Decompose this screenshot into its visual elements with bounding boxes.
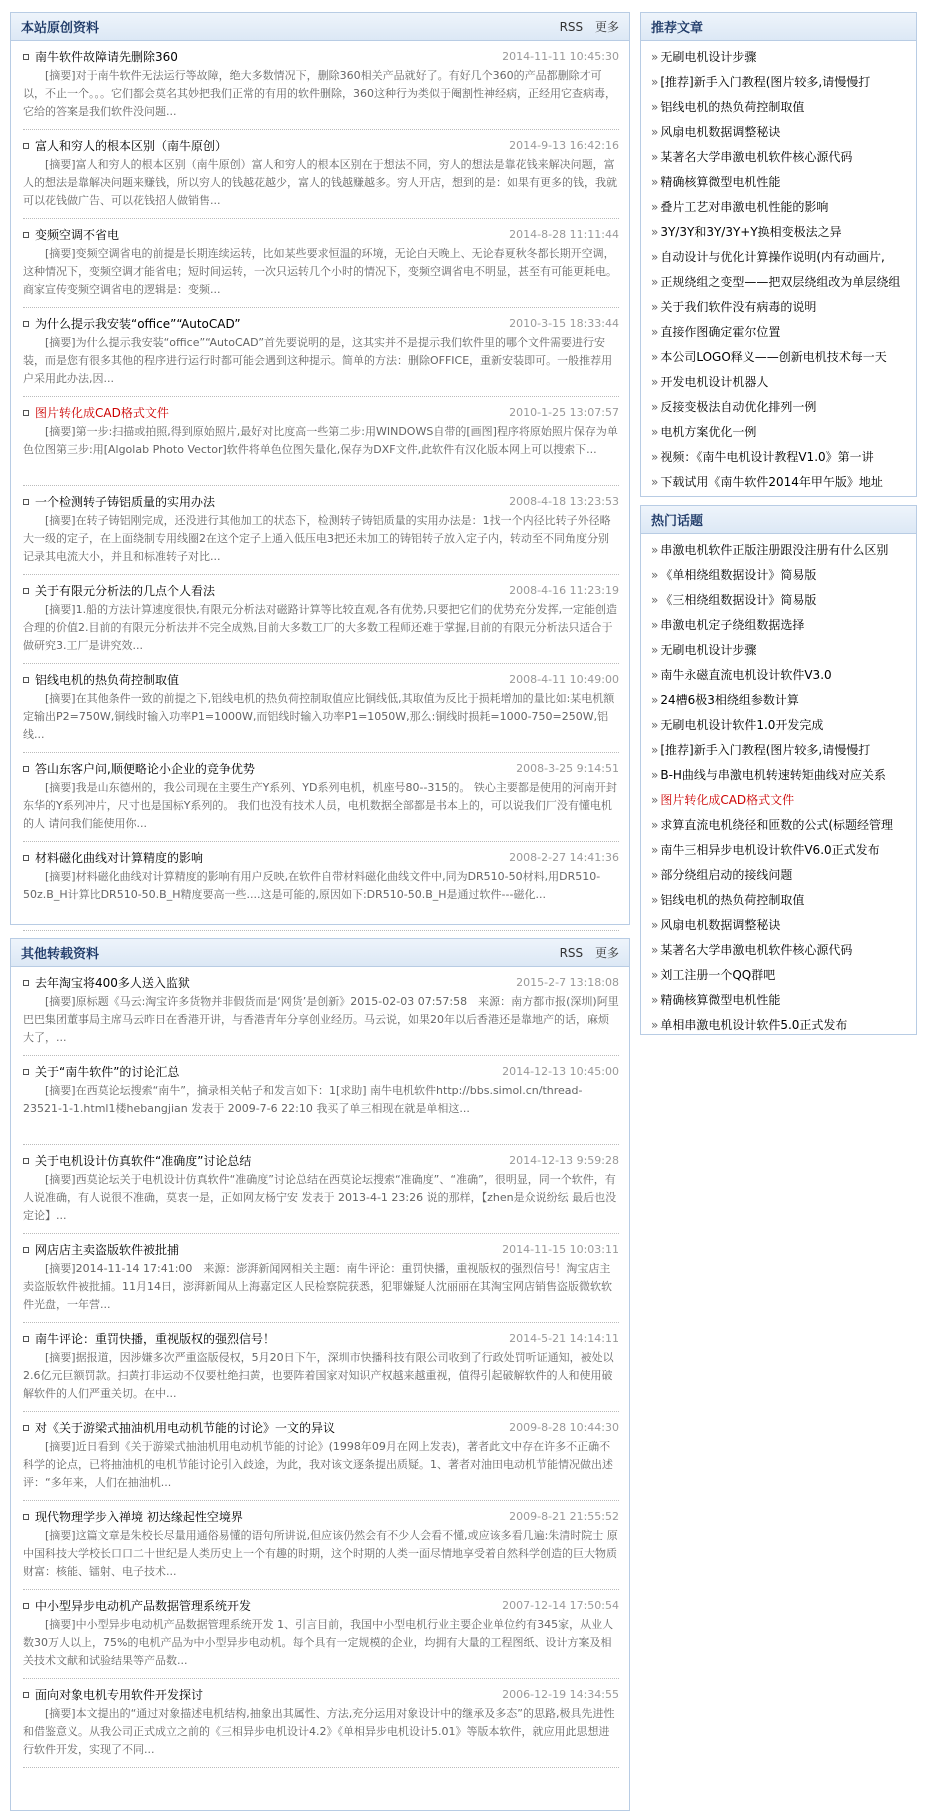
article-summary: [摘要]近日看到《关于游梁式抽油机用电动机节能的讨论》(1998年09月在网上发表)，著者此文中存在许多不正确不科学的论点，已将抽油机的电机节能讨论引入歧途，为此，我对该文逐条提出质疑。1、著者对油田电动机节能情况做出述评：“多年来，人们在抽油机... (23, 1440, 613, 1489)
article-date: 2008-4-11 10:49:00 (509, 672, 619, 686)
article-title-link[interactable]: 图片转化成CAD格式文件 (23, 404, 169, 421)
article-item (23, 492, 619, 575)
recommend-list-item[interactable]: » 自动设计与优化计算操作说明(内有动画片, (651, 245, 908, 270)
recommend-list-item[interactable]: » 铝线电机的热负荷控制取值 (651, 95, 908, 120)
article-summary: [摘要]第一步:扫描或拍照,得到原始照片,最好对比度高一些第二步:用WINDOWS自带的[画图]程序将原始照片保存为单色位图第三步:用[Algolab Photo Vector]软件将单色位图矢量化,保存为DXF文件,此软件有汉化版本网上可以搜索下... (23, 425, 618, 456)
original-more-link[interactable]: 更多 (594, 20, 619, 34)
reprint-more-link[interactable]: 更多 (594, 946, 619, 960)
article-title-link[interactable]: 关于“南牛软件”的讨论汇总 (23, 1063, 179, 1080)
recommend-list-item[interactable]: » 关于我们软件没有病毒的说明 (651, 295, 908, 320)
article-title-link[interactable]: 面向对象电机专用软件开发探讨 (23, 1686, 203, 1703)
article-summary: [摘要]在其他条件一致的前提之下,铝线电机的热负荷控制取值应比铜线低,其取值为反比于损耗增加的量比如:某电机额定输出P2=750W,铜线时输入功率P1=1000W,而铝线时输入功率P1=1050W,那么:铜线时损耗=1000-750=250W,铝线... (23, 692, 615, 741)
article-title-link[interactable]: 网店店主卖盗版软件被批捕 (23, 1241, 179, 1258)
hot-list-item[interactable]: » 无刷电机设计软件1.0开发完成 (651, 713, 908, 738)
hot-list-item[interactable]: » 部分绕组启动的接线问题 (651, 863, 908, 888)
article-summary: [摘要]1.船的方法计算速度很快,有限元分析法对磁路计算等比较直观,各有优势,只要把它们的优势充分发挥,一定能创造合理的价值2.目前的有限元分析法并不完全成熟,目前大多数工厂的大多数工程师还难于掌握,目前的有限元分析法只适合于做研究3.工厂是讲究效... (23, 603, 618, 652)
recommend-list-item[interactable]: » 风扇电机数据调整秘诀 (651, 120, 908, 145)
article-title-link[interactable]: 现代物理学步入禅境 初达缘起性空境界 (23, 1508, 243, 1525)
hot-list-item[interactable]: » 无刷电机设计步骤 (651, 638, 908, 663)
article-date: 2014-12-13 9:59:28 (509, 1153, 619, 1167)
article-item (23, 670, 619, 753)
hot-list-item[interactable]: » 图片转化成CAD格式文件 (651, 788, 908, 813)
article-item (23, 1240, 619, 1323)
recommend-list-item[interactable]: » 正规绕组之变型——把双层绕组改为单层绕组 (651, 270, 908, 295)
article-item (23, 136, 619, 219)
recommend-list-item[interactable]: » 3Y/3Y和3Y/3Y+Y换相变极法之异 (651, 220, 908, 245)
reprint-panel (10, 938, 630, 1811)
original-article-list (11, 47, 629, 931)
article-summary: [摘要]变频空调省电的前提是长期连续运转，比如某些要求恒温的环境，无论白天晚上、无论春夏秋冬都长期开空调，这种情况下，变频空调才能省电；短时间运转，一次只运转几个小时的情况下，变频空调省电不明显，甚至有可能更耗电。商家宣传变频空调省电的逻辑是：变频... (23, 247, 617, 296)
article-title-link[interactable]: 富人和穷人的根本区别（南牛原创） (23, 137, 227, 154)
hot-panel (640, 505, 917, 1035)
hot-panel-title: 热门话题 (651, 514, 704, 529)
recommend-list-item[interactable]: » 反接变极法自动优化排列一例 (651, 395, 908, 420)
original-rss-link[interactable]: RSS (559, 20, 584, 34)
recommend-list-item[interactable]: » 视频：《南牛电机设计教程V1.0》第一讲 (651, 445, 908, 470)
recommend-list-item[interactable]: » 精确核算微型电机性能 (651, 170, 908, 195)
article-item (23, 1329, 619, 1412)
hot-list-item[interactable]: » 串激电机软件正版注册跟没注册有什么区别 (651, 538, 908, 563)
hot-list-item[interactable]: » B-H曲线与串激电机转速转矩曲线对应关系 (651, 763, 908, 788)
original-panel (10, 12, 630, 925)
article-title-link[interactable]: 变频空调不省电 (23, 226, 119, 243)
recommend-list-item[interactable]: » 直接作图确定霍尔位置 (651, 320, 908, 345)
reprint-panel-title: 其他转载资料 (21, 947, 100, 962)
article-date: 2008-4-18 13:23:53 (509, 494, 619, 508)
hot-list-item[interactable]: » 刘工注册一个QQ群吧 (651, 963, 908, 988)
article-summary: [摘要]我是山东德州的，我公司现在主要生产Y系列、YD系列电机，机座号80--315的。 铁心主要都是使用的河南开封东华的Y系列冲片，尺寸也是国标Y系列的。 我们也没有技术人员，电机数据全部都是书本上的，可以说我们厂没有懂电机的人 请问我们能使用你... (23, 781, 617, 830)
hot-list-item[interactable]: » 24槽6极3相绕组参数计算 (651, 688, 908, 713)
article-date: 2007-12-14 17:50:54 (502, 1598, 619, 1612)
article-date: 2014-11-15 10:03:11 (502, 1242, 619, 1256)
hot-list-item[interactable]: » 风扇电机数据调整秘诀 (651, 913, 908, 938)
reprint-article-list (11, 973, 629, 1768)
article-item (23, 973, 619, 1056)
article-date: 2010-1-25 13:07:57 (509, 405, 619, 419)
article-date: 2010-3-15 18:33:44 (509, 316, 619, 330)
article-date: 2009-8-21 21:55:52 (509, 1509, 619, 1523)
recommend-panel (640, 12, 917, 497)
original-panel-header (11, 13, 629, 41)
recommend-list-item[interactable]: » [推荐]新手入门教程(图片较多,请慢慢打 (651, 70, 908, 95)
article-date: 2008-2-27 14:41:36 (509, 850, 619, 864)
hot-list-item[interactable]: » 精确核算微型电机性能 (651, 988, 908, 1013)
article-summary: [摘要]2014-11-14 17:41:00 来源：澎湃新闻网相关主题：南牛评论：重罚快播，重视版权的强烈信号！淘宝店主卖盗版软件被批捕。11月14日，澎湃新闻从上海嘉定区人民检察院获悉，犯罪嫌疑人沈丽丽在其淘宝网店销售盗版微软软件光盘，一年营... (23, 1262, 612, 1311)
article-title-link[interactable]: 铝线电机的热负荷控制取值 (23, 671, 179, 688)
article-item (23, 1596, 619, 1679)
article-item (23, 225, 619, 308)
hot-list-item[interactable]: » 《单相绕组数据设计》简易版 (651, 563, 908, 588)
article-summary: [摘要]在转子铸铝刚完成，还没进行其他加工的状态下，检测转子铸铝质量的实用办法是：1找一个内径比转子外径略大一级的定子，在上面绕制专用线圈2在这个定子上通入低压电3把还未加工的铸铝转子放入定子内，转动至不同角度分别记录其电流大小，并且和标准转子对比... (23, 514, 611, 563)
recommend-list-item[interactable]: » 叠片工艺对串激电机性能的影响 (651, 195, 908, 220)
article-summary: [摘要]为什么提示我安装“office”“AutoCAD”首先要说明的是，这其实并不是提示我们软件里的哪个文件需要进行安装，而是您有很多其他的程序进行运行时都可能会遇到这种提示。简单的方法：删除OFFICE，重新安装即可。一般推荐用户采用此办法,因... (23, 336, 613, 385)
article-date: 2008-3-25 9:14:51 (516, 761, 619, 775)
article-title-link[interactable]: 关于有限元分析法的几点个人看法 (23, 582, 215, 599)
article-item (23, 848, 619, 931)
article-date: 2014-5-21 14:14:11 (509, 1331, 619, 1345)
reprint-panel-header (11, 939, 629, 967)
article-date: 2014-12-13 10:45:00 (502, 1064, 619, 1078)
article-title-link[interactable]: 对《关于游梁式抽油机用电动机节能的讨论》一文的异议 (23, 1419, 335, 1436)
article-date: 2009-8-28 10:44:30 (509, 1420, 619, 1434)
recommend-list-item[interactable]: » 无刷电机设计步骤 (651, 45, 908, 70)
hot-list-item[interactable]: » 求算直流电机绕径和匝数的公式(标题经管理 (651, 813, 908, 838)
article-date: 2014-9-13 16:42:16 (509, 138, 619, 152)
hot-list-item[interactable]: » 南牛三相异步电机设计软件V6.0正式发布 (651, 838, 908, 863)
article-title-link[interactable]: 南牛软件故障请先删除360 (23, 48, 178, 65)
recommend-list-item[interactable]: » 本公司LOGO释义——创新电机技术每一天 (651, 345, 908, 370)
hot-list-item[interactable]: » 单相串激电机设计软件5.0正式发布 (651, 1013, 908, 1038)
article-date: 2008-4-16 11:23:19 (509, 583, 619, 597)
recommend-list-item[interactable]: » 开发电机设计机器人 (651, 370, 908, 395)
article-title-link[interactable]: 材料磁化曲线对计算精度的影响 (23, 849, 203, 866)
article-item (23, 581, 619, 664)
article-summary: [摘要]西莫论坛关于电机设计仿真软件“准确度”讨论总结在西莫论坛搜索“准确度”、“准确”，很明显，同一个软件，有人说准确，有人说很不准确，莫衷一是，正如网友杨宁安 发表于 2013-4-1 23:26 说的那样，【zhen是众说纷纭 最后也没定论】... (23, 1173, 617, 1222)
hot-list-item[interactable]: » [推荐]新手入门教程(图片较多,请慢慢打 (651, 738, 908, 763)
original-panel-title: 本站原创资料 (21, 21, 100, 36)
hot-list (641, 534, 916, 1042)
recommend-panel-title: 推荐文章 (651, 21, 704, 36)
hot-list-item[interactable]: » 《三相绕组数据设计》简易版 (651, 588, 908, 613)
article-item (23, 314, 619, 397)
article-summary: [摘要]这篇文章是朱校长尽量用通俗易懂的语句所讲说,但应该仍然会有不少人会看不懂,或应该多看几遍:朱清时院士 原中国科技大学校长口口二十世纪是人类历史上一个有趣的时期，这个时期的人类一面尽情地享受着自然科学创造的巨大物质财富：核能、镭射、电子技术... (23, 1529, 618, 1578)
article-title-link[interactable]: 南牛评论：重罚快播，重视版权的强烈信号！ (23, 1330, 275, 1347)
article-date: 2015-2-7 13:18:08 (516, 975, 619, 989)
reprint-rss-link[interactable]: RSS (559, 946, 584, 960)
article-item (23, 1062, 619, 1145)
article-title-link[interactable]: 去年淘宝将400多人送入监狱 (23, 974, 190, 991)
recommend-list-item[interactable]: » 电机方案优化一例 (651, 420, 908, 445)
article-title-link[interactable]: 为什么提示我安装“office”“AutoCAD” (23, 315, 241, 332)
article-summary: [摘要]材料磁化曲线对计算精度的影响有用户反映,在软件自带材料磁化曲线文件中,同为DR510-50材料,用DR510-50z.B_H计算比DR510-50.B_H精度要高一些....这是可能的,原因如下:DR510-50.B_H是通过软件---磁化... (23, 870, 601, 901)
article-item (23, 1685, 619, 1768)
article-title-link[interactable]: 答山东客户问,顺便略论小企业的竞争优势 (23, 760, 255, 777)
article-summary: [摘要]原标题《马云:淘宝许多货物并非假货而是‘网货’是创新》2015-02-03 07:57:58 来源：南方都市报(深圳)阿里巴巴集团董事局主席马云昨日在香港开讲，与香港青年分享创业经历。马云说，如果20年以后香港还是靠地产的话，麻烦大了，... (23, 995, 619, 1044)
article-date: 2006-12-19 14:34:55 (502, 1687, 619, 1701)
article-summary: [摘要]据报道，因涉嫌多次严重盗版侵权，5月20日下午，深圳市快播科技有限公司收到了行政处罚听证通知，被处以2.6亿元巨额罚款。扫黄打非运动不仅要杜绝扫黄，也要阵着国家对知识产权越来越重视，值得引起破解软件的人和使用破解软件的人们严重关切。在中... (23, 1351, 614, 1400)
article-summary: [摘要]本文提出的“通过对象描述电机结构,抽象出其属性、方法,充分运用对象设计中的继承及多态”的思路,极具先进性和借鉴意义。从我公司正式成立之前的《三相异步电机设计4.2》《单相异步电机设计5.01》等版本软件，就应用此思想进行软件开发，实现了不同... (23, 1707, 615, 1756)
recommend-list-item[interactable]: » 下载试用《南牛软件2014年甲午版》地址 (651, 470, 908, 495)
article-date: 2014-11-11 10:45:30 (502, 49, 619, 63)
recommend-panel-header (641, 13, 916, 41)
article-title-link[interactable]: 中小型异步电动机产品数据管理系统开发 (23, 1597, 251, 1614)
hot-list-item[interactable]: » 串激电机定子绕组数据选择 (651, 613, 908, 638)
article-item (23, 47, 619, 130)
article-summary: [摘要]对于南牛软件无法运行等故障，绝大多数情况下，删除360相关产品就好了。有好几个360的产品都删除才可以，不止一个。。。它们都会莫名其妙把我们正常的有用的软件删除，360这种行为类似于阉割性神经病，正经用它查病毒，它给的答案是我们软件没问题... (23, 69, 616, 118)
article-summary: [摘要]中小型异步电动机产品数据管理系统开发 1、引言目前，我国中小型电机行业主要企业单位约有345家，从业人数30万人以上，75%的电机产品为中小型异步电动机。每个具有一定规模的企业，均拥有大量的工程图纸、设计方案及相关技术文献和试验结果等产品数... (23, 1618, 614, 1667)
article-item (23, 1507, 619, 1590)
article-item (23, 759, 619, 842)
hot-list-item[interactable]: » 某著名大学串激电机软件核心源代码 (651, 938, 908, 963)
article-item (23, 403, 619, 486)
article-summary: [摘要]在西莫论坛搜索“南牛”，摘录相关帖子和发言如下：1[求助] 南牛电机软件http://bbs.simol.cn/thread-23521-1-1.html1楼hebangjian 发表于 2009-7-6 22:10 我买了单三相现在就是单相这... (23, 1084, 583, 1115)
recommend-list (641, 41, 916, 499)
recommend-list-item[interactable]: » 某著名大学串激电机软件核心源代码 (651, 145, 908, 170)
hot-list-item[interactable]: » 铝线电机的热负荷控制取值 (651, 888, 908, 913)
hot-list-item[interactable]: » 南牛永磁直流电机设计软件V3.0 (651, 663, 908, 688)
article-title-link[interactable]: 关于电机设计仿真软件“准确度”讨论总结 (23, 1152, 251, 1169)
article-item (23, 1151, 619, 1234)
hot-panel-header (641, 506, 916, 534)
article-title-link[interactable]: 一个检测转子铸铝质量的实用办法 (23, 493, 215, 510)
article-date: 2014-8-28 11:11:44 (509, 227, 619, 241)
article-item (23, 1418, 619, 1501)
article-summary: [摘要]富人和穷人的根本区别（南牛原创）富人和穷人的根本区别在于想法不同，穷人的想法是靠花钱来解决问题，富人的想法是靠解决问题来赚钱，所以穷人的钱越花越少，富人的钱越赚越多。穷人开店，想到的是：如果有更多的钱，我就可以花钱做广告、可以花钱招人做销售... (23, 158, 617, 207)
